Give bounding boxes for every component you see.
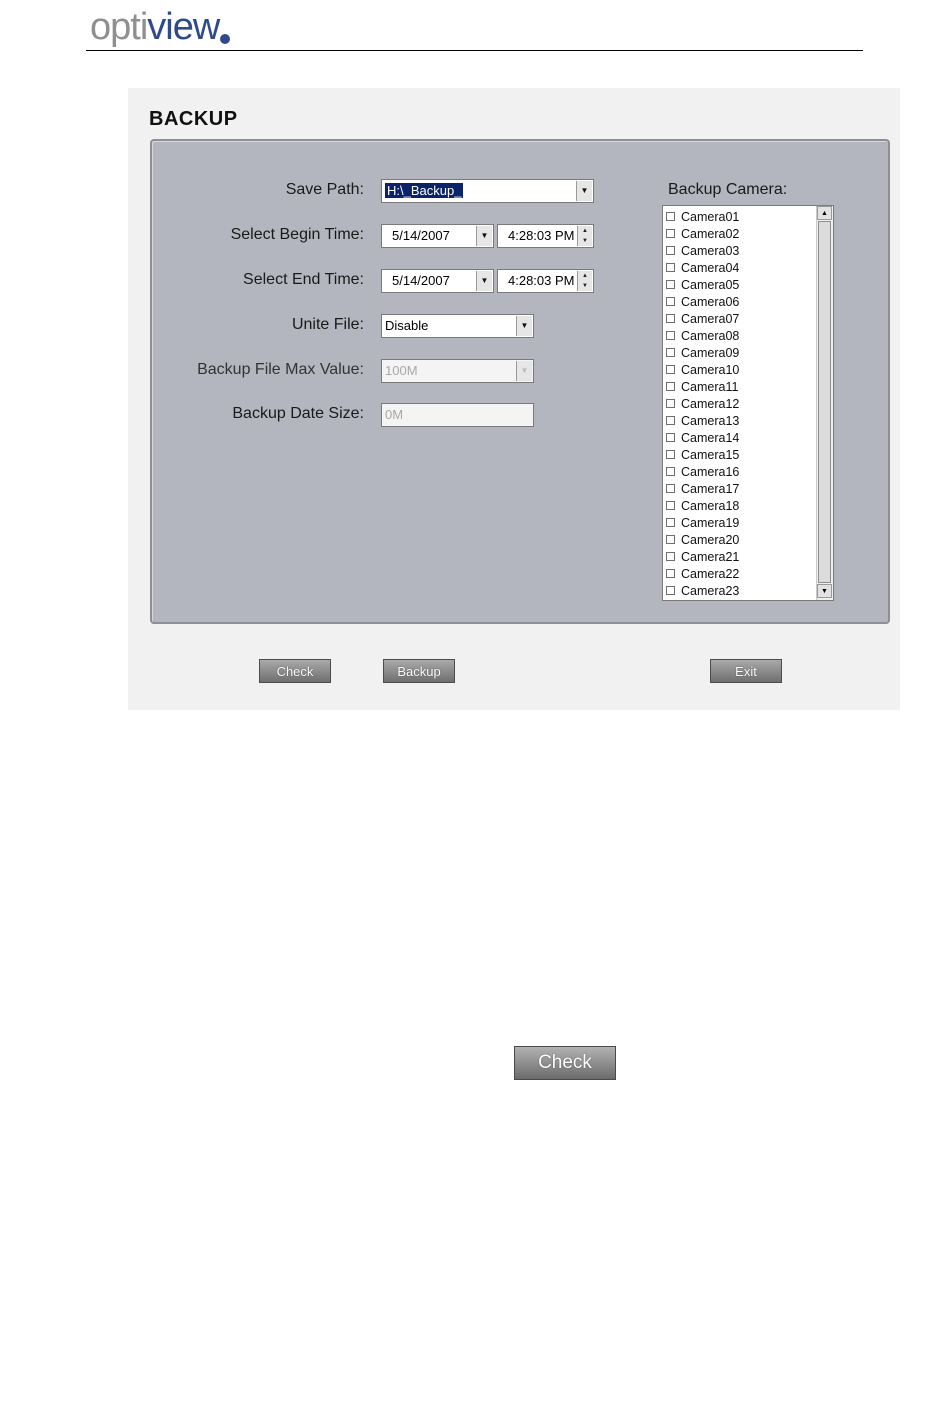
unite-file-select[interactable] [381,314,534,338]
camera-item-label: Camera01 [681,209,740,224]
camera-list-item[interactable] [666,429,739,446]
camera-list-item[interactable] [666,446,739,463]
spinner-arrows-icon[interactable]: ▲ ▼ [577,271,592,291]
camera-list-item[interactable] [666,395,739,412]
camera-checkbox[interactable] [666,229,675,238]
scroll-down-icon[interactable]: ▼ [817,584,832,598]
camera-checkbox[interactable] [666,348,675,357]
scroll-up-icon[interactable]: ▲ [817,206,832,220]
camera-checkbox[interactable] [666,297,675,306]
camera-list-item[interactable] [666,514,739,531]
camera-list-item[interactable] [666,565,739,582]
camera-checkbox[interactable] [666,484,675,493]
max-value-select[interactable] [381,359,534,383]
camera-item-label: Camera03 [681,243,740,258]
camera-item-label: Camera06 [681,294,740,309]
camera-listbox[interactable] [662,205,834,601]
camera-checkbox[interactable] [666,569,675,578]
check-button[interactable]: Check [259,659,331,683]
end-date-picker[interactable] [381,269,494,293]
camera-item-label: Camera12 [681,396,740,411]
backup-dialog [128,88,900,710]
date-size-value: 0M [385,407,404,422]
camera-checkbox[interactable] [666,314,675,323]
chevron-down-icon[interactable]: ▼ [576,181,592,201]
camera-list-item[interactable] [666,582,739,599]
camera-item-label: Camera10 [681,362,740,377]
header-divider [86,50,863,51]
camera-checkbox[interactable] [666,433,675,442]
camera-item-label: Camera14 [681,430,740,445]
camera-checkbox[interactable] [666,382,675,391]
camera-list-item[interactable] [666,327,739,344]
begin-time-spinner[interactable] [497,224,594,248]
check-button-large[interactable]: Check [514,1046,616,1080]
chevron-down-icon[interactable]: ▼ [516,316,532,336]
exit-button[interactable]: Exit [710,659,782,683]
dialog-title: BACKUP [149,108,238,130]
camera-list-item[interactable] [666,378,738,395]
camera-checkbox[interactable] [666,535,675,544]
camera-checkbox[interactable] [666,501,675,510]
chevron-down-icon[interactable]: ▼ [476,271,492,291]
camera-item-label: Camera16 [681,464,740,479]
max-value-label: Backup File Max Value: [197,361,364,378]
camera-checkbox[interactable] [666,518,675,527]
backup-panel [150,139,890,624]
camera-checkbox[interactable] [666,552,675,561]
camera-list-item[interactable] [666,531,739,548]
camera-list-item[interactable] [666,242,739,259]
end-date-value: 5/14/2007 [392,273,450,288]
save-path-combo[interactable] [381,179,594,203]
camera-item-label: Camera13 [681,413,740,428]
camera-item-label: Camera19 [681,515,740,530]
end-time-spinner[interactable] [497,269,594,293]
end-time-value: 4:28:03 PM [508,273,575,288]
logo-inc-dot-icon [220,34,230,44]
logo-text-opti: opti [90,6,148,48]
unite-file-value: Disable [385,318,429,333]
camera-list-item[interactable] [666,548,739,565]
begin-time-value: 4:28:03 PM [508,228,575,243]
camera-item-label: Camera17 [681,481,740,496]
camera-checkbox[interactable] [666,246,675,255]
camera-item-label: Camera23 [681,583,740,598]
camera-item-label: Camera11 [681,379,739,394]
camera-checkbox[interactable] [666,365,675,374]
camera-checkbox[interactable] [666,450,675,459]
scrollbar-thumb[interactable] [818,221,831,583]
camera-list-item[interactable] [666,259,739,276]
begin-date-value: 5/14/2007 [392,228,450,243]
begin-date-picker[interactable] [381,224,494,248]
backup-camera-label: Backup Camera: [668,181,788,198]
camera-list-item[interactable] [666,225,739,242]
max-value-value: 100M [385,363,418,378]
optiview-logo [90,2,230,46]
camera-item-label: Camera04 [681,260,740,275]
camera-checkbox[interactable] [666,280,675,289]
spinner-arrows-icon[interactable]: ▲ ▼ [577,226,592,246]
camera-checkbox[interactable] [666,331,675,340]
camera-list-scrollbar[interactable] [816,206,833,600]
camera-item-label: Camera18 [681,498,740,513]
camera-list-item[interactable] [666,208,739,225]
camera-list-item[interactable] [666,276,739,293]
camera-list-item[interactable] [666,480,739,497]
camera-list-item[interactable] [666,310,739,327]
camera-checkbox[interactable] [666,212,675,221]
camera-item-label: Camera22 [681,566,740,581]
camera-checkbox[interactable] [666,586,675,595]
camera-list-item[interactable] [666,412,739,429]
date-size-label: Backup Date Size: [232,405,364,422]
end-time-label: Select End Time: [243,271,364,288]
save-path-label: Save Path: [285,181,364,198]
save-path-value: H:\_Backup_ [387,183,462,198]
camera-item-label: Camera02 [681,226,740,241]
camera-list-item[interactable] [666,463,739,480]
camera-checkbox[interactable] [666,416,675,425]
camera-item-label: Camera08 [681,328,740,343]
unite-file-label: Unite File: [291,316,364,333]
camera-item-label: Camera05 [681,277,740,292]
begin-time-label: Select Begin Time: [230,226,364,243]
camera-item-label: Camera20 [681,532,740,547]
camera-checkbox[interactable] [666,399,675,408]
camera-checkbox[interactable] [666,467,675,476]
date-size-field [381,403,534,427]
camera-list-item[interactable] [666,497,739,514]
camera-list-item[interactable] [666,361,739,378]
camera-item-label: Camera21 [681,549,740,564]
camera-item-label: Camera09 [681,345,740,360]
chevron-down-icon[interactable]: ▼ [476,226,492,246]
chevron-down-icon[interactable]: ▼ [516,361,532,381]
backup-button[interactable]: Backup [383,659,455,683]
camera-item-label: Camera07 [681,311,740,326]
logo-text-view: view [147,6,220,48]
camera-checkbox[interactable] [666,263,675,272]
camera-list-item[interactable] [666,293,739,310]
camera-item-label: Camera15 [681,447,740,462]
camera-list-item[interactable] [666,344,739,361]
